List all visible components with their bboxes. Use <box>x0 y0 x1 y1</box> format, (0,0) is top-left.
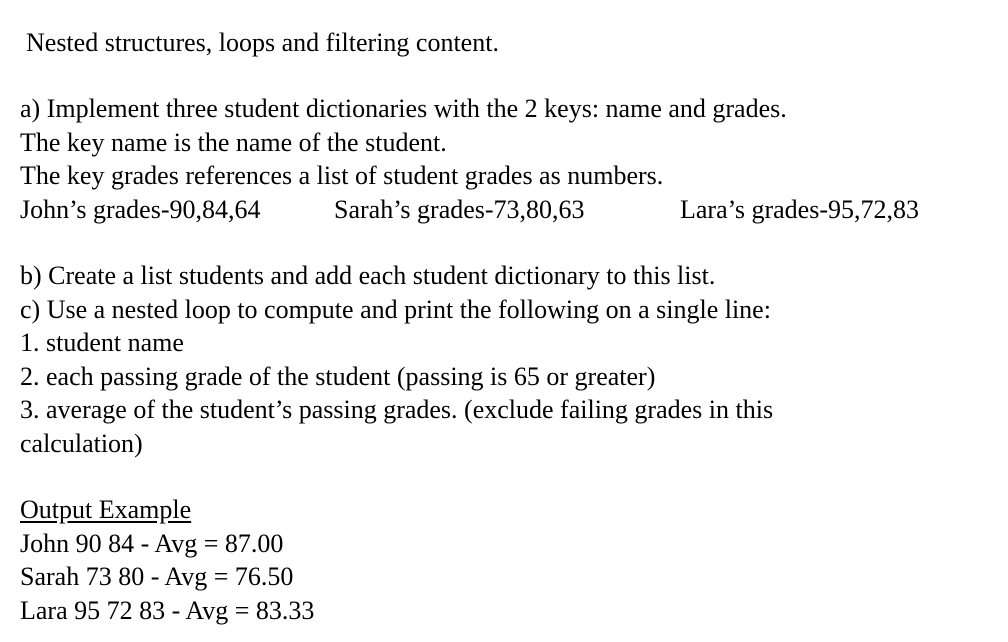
output-line-john: John 90 84 - Avg = 87.00 <box>20 528 284 558</box>
part-a-section <box>20 92 980 226</box>
list-item-average: 3. average of the student’s passing grades. (exclude failing grades in this <box>20 395 774 424</box>
list-item-average-continued: calculation) <box>20 428 143 458</box>
john-grades: John’s grades-90,84,64 <box>20 194 261 224</box>
grades-key-description: The key grades references a list of student grades as numbers. <box>20 161 664 190</box>
output-line-sarah: Sarah 73 80 - Avg = 76.50 <box>20 562 294 591</box>
student-grades-row <box>20 193 980 227</box>
part-bc-section <box>20 259 773 460</box>
part-b-instruction: b) Create a list students and add each student dictionary to this list. <box>20 261 716 290</box>
list-item-passing-grades: 2. each passing grade of the student (passing is 65 or greater) <box>20 361 656 391</box>
output-example-section <box>20 493 314 627</box>
document-title: Nested structures, loops and filtering content. <box>26 28 499 57</box>
part-c-instruction: c) Use a nested loop to compute and print the following on a single line: <box>20 294 771 324</box>
sarah-grades: Sarah’s grades-73,80,63 <box>334 194 585 224</box>
part-a-instruction: a) Implement three student dictionaries with the 2 keys: name and grades. <box>20 94 787 123</box>
name-key-description: The key name is the name of the student. <box>20 127 447 157</box>
output-line-lara: Lara 95 72 83 - Avg = 83.33 <box>20 595 315 625</box>
output-example-heading: Output Example <box>20 495 192 524</box>
list-item-student-name: 1. student name <box>20 328 184 357</box>
lara-grades: Lara’s grades-95,72,83 <box>680 194 919 224</box>
